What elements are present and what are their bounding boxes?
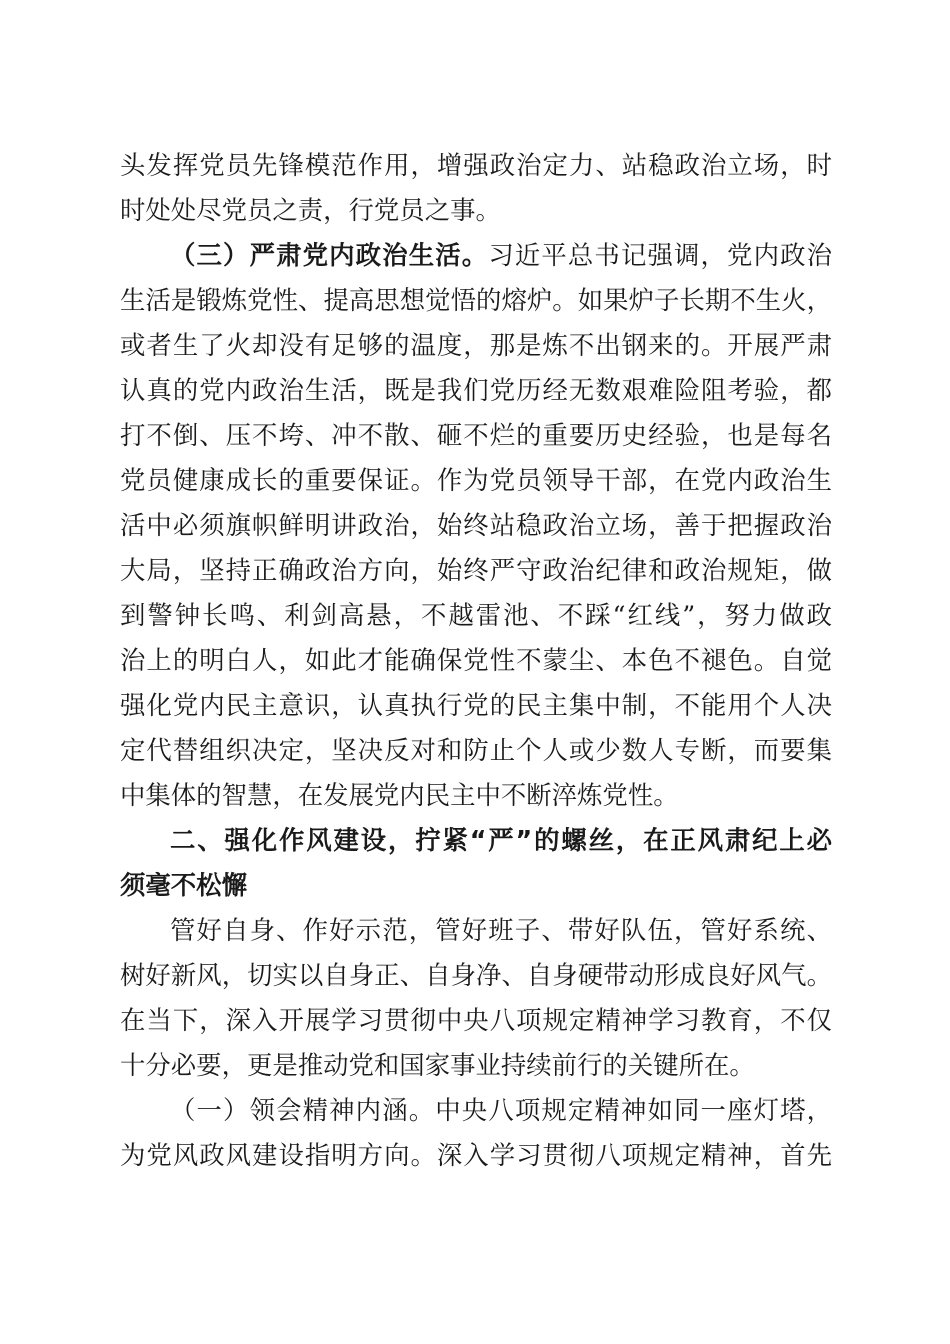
paragraph-text: 中央八项规定精神如同一座灯塔， — [435, 1095, 833, 1125]
paragraph-line: 治上的明白人，如此才能确保党性不蒙尘、本色不褪色。自觉 — [120, 645, 832, 675]
subsection-1-first-line — [170, 1087, 832, 1133]
paragraph-line: 党员健康成长的重要保证。作为党员领导干部，在党内政治生 — [120, 465, 832, 495]
paragraph-line: 认真的党内政治生活，既是我们党历经无数艰难险阻考验，都 — [120, 375, 832, 405]
subsection-3-title: （三）严肃党内政治生活。 — [170, 240, 489, 270]
paragraph-line: 大局，坚持正确政治方向，始终严守政治纪律和政治规矩，做 — [120, 555, 832, 585]
section-2-heading-continued: 须毫不松懈 — [120, 870, 247, 900]
paragraph-line: 时处处尽党员之责，行党员之事。 — [120, 195, 501, 225]
paragraph-line: 树好新风，切实以自身正、自身净、自身硬带动形成良好风气。 — [120, 960, 832, 990]
paragraph-text: 习近平总书记强调，党内政治 — [488, 240, 833, 270]
paragraph-line: 打不倒、压不垮、冲不散、砸不烂的重要历史经验，也是每名 — [120, 420, 832, 450]
paragraph-line: 在当下，深入开展学习贯彻中央八项规定精神学习教育，不仅 — [120, 1005, 832, 1035]
paragraph-line: 中集体的智慧，在发展党内民主中不断淬炼党性。 — [120, 780, 679, 810]
paragraph-line: 头发挥党员先锋模范作用，增强政治定力、站稳政治立场，时 — [120, 150, 832, 180]
paragraph-line: 强化党内民主意识，认真执行党的民主集中制，不能用个人决 — [120, 690, 832, 720]
subsection-1-title: （一）领会精神内涵。 — [170, 1095, 436, 1125]
paragraph-line: 活中必须旗帜鲜明讲政治，始终站稳政治立场，善于把握政治 — [120, 510, 832, 540]
paragraph-line: 十分必要，更是推动党和国家事业持续前行的关键所在。 — [120, 1050, 755, 1080]
section-2-heading: 二、强化作风建设，拧紧“严”的螺丝，在正风肃纪上必 — [170, 825, 832, 855]
paragraph-line: 生活是锻炼党性、提高思想觉悟的熔炉。如果炉子长期不生火， — [120, 285, 832, 315]
paragraph-line: 管好自身、作好示范，管好班子、带好队伍，管好系统、 — [170, 915, 832, 945]
paragraph-line: 为党风政风建设指明方向。深入学习贯彻八项规定精神，首先 — [120, 1140, 832, 1170]
paragraph-line: 或者生了火却没有足够的温度，那是炼不出钢来的。开展严肃 — [120, 330, 832, 360]
paragraph-line: 到警钟长鸣、利剑高悬，不越雷池、不踩“红线”，努力做政 — [120, 600, 832, 630]
subsection-3-first-line — [170, 232, 832, 278]
paragraph-line: 定代替组织决定，坚决反对和防止个人或少数人专断，而要集 — [120, 735, 832, 765]
